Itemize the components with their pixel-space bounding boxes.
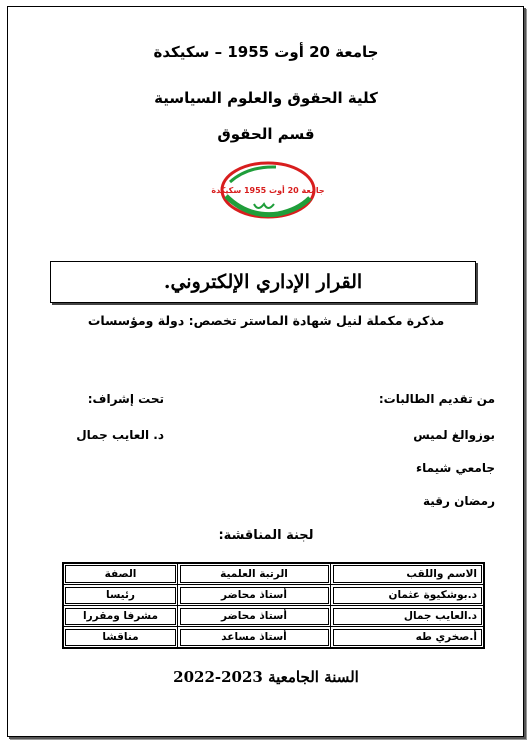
column-header: الرتبة العلمية: [178, 563, 331, 585]
student-name: بوزوالغ لميس: [413, 428, 495, 442]
department-name: قسم الحقوق: [217, 125, 315, 143]
table-row: [63, 627, 484, 649]
supervision-heading: تحت إشراف:: [87, 392, 164, 406]
seal-text: جامعة 20 أوت 1955 سكيكدة: [211, 186, 325, 195]
table-row: [63, 606, 484, 627]
table-header-row: [63, 563, 484, 585]
university-name: جامعة 20 أوت 1955 – سكيكدة: [153, 43, 379, 61]
committee-heading: لجنة المناقشة:: [218, 528, 314, 543]
member-role: مناقشا: [63, 627, 178, 649]
member-rank: أستاذ مساعد: [178, 627, 331, 649]
faculty-name: كلية الحقوق والعلوم السياسية: [154, 89, 378, 107]
member-name: د.العايب جمال: [331, 606, 485, 627]
column-header: الاسم واللقب: [331, 563, 485, 585]
member-rank: أستاذ محاضر: [178, 585, 331, 606]
member-rank: أستاذ محاضر: [178, 606, 331, 627]
student-name: جامعي شيماء: [415, 461, 495, 475]
supervisor-name: د. العايب جمال: [76, 428, 164, 442]
member-name: أ.صخري طه: [331, 627, 485, 649]
thesis-title: القرار الإداري الإلكتروني.: [50, 261, 476, 303]
thesis-subtitle: مذكرة مكملة لنيل شهادة الماستر تخصص: دولة ومؤسسات: [87, 313, 445, 328]
student-name: رمضان رقية: [422, 494, 495, 508]
table-row: [63, 585, 484, 606]
column-header: الصفة: [63, 563, 178, 585]
university-seal-icon: [211, 160, 325, 222]
member-role: رئيسا: [63, 585, 178, 606]
committee-table: [62, 562, 485, 649]
member-role: مشرفا ومقررا: [63, 606, 178, 627]
member-name: د.بوشكيوة عثمان: [331, 585, 485, 606]
submitted-by-heading: من تقديم الطالبات:: [378, 392, 495, 406]
academic-year: السنة الجامعية 2023-2022: [173, 668, 359, 686]
